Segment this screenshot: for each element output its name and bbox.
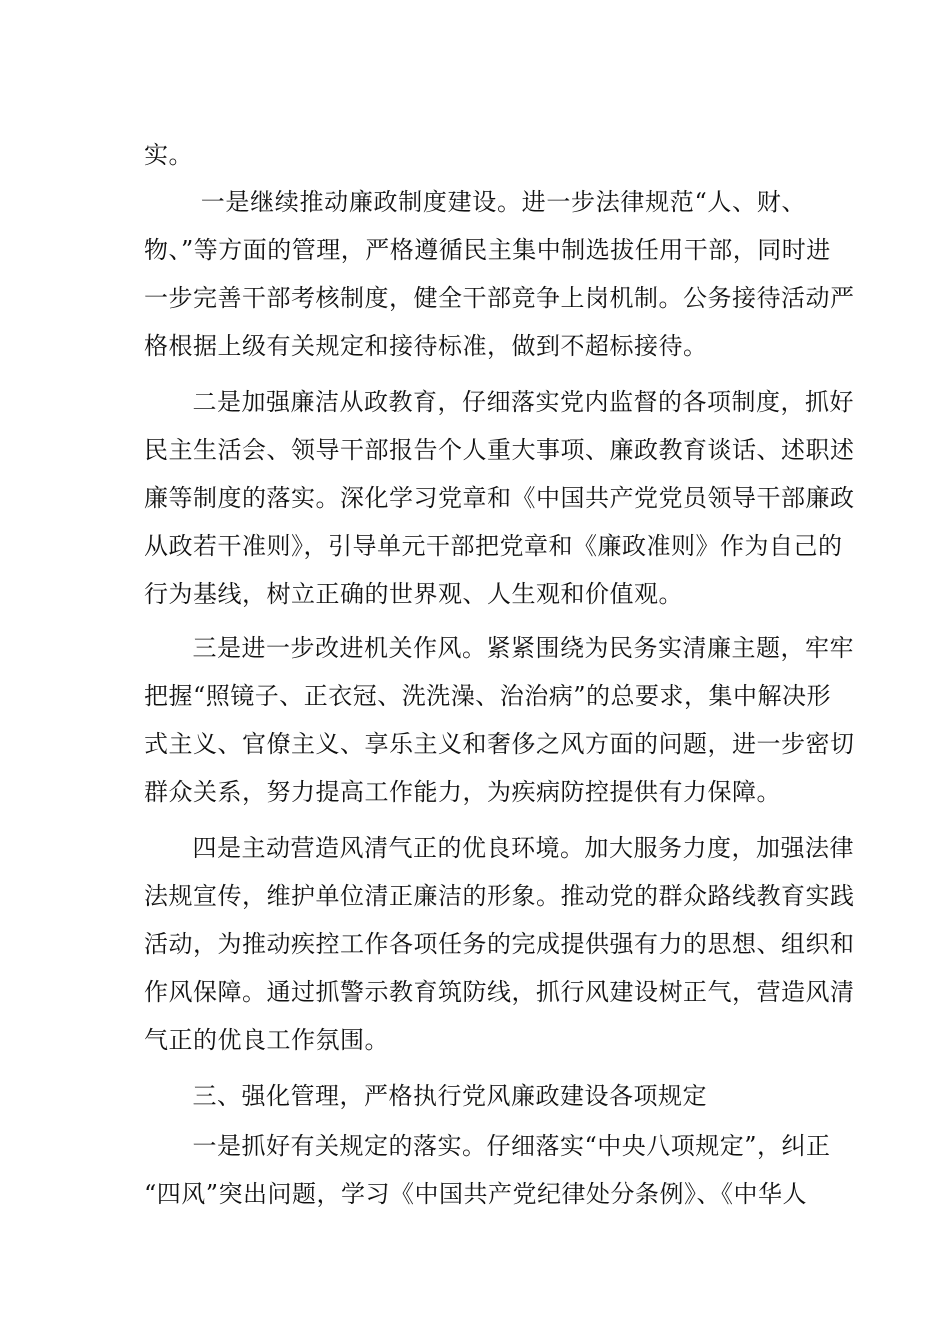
text-line: 三是进一步改进机关作风。紧紧围绕为民务实清廉主题，牢牢 [168, 634, 854, 662]
text-line: 一是抓好有关规定的落实。仔细落实“中央八项规定”，纠正 [168, 1132, 831, 1160]
text-line: “四风”突出问题，学习《中国共产党纪律处分条例》、《中华人 [144, 1180, 808, 1208]
text-line: 从政若干准则》，引导单元干部把党章和《廉政准则》作为自己的 [144, 532, 843, 560]
text-line: 四是主动营造风清气正的优良环境。加大服务力度，加强法律 [168, 834, 854, 862]
text-line: 一步完善干部考核制度，健全干部竞争上岗机制。公务接待活动严 [144, 284, 855, 312]
section-heading: 三、强化管理，严格执行党风廉政建设各项规定 [168, 1082, 707, 1110]
text-line: 行为基线，树立正确的世界观、人生观和价值观。 [144, 580, 683, 608]
text-line: 一是继续推动廉政制度建设。进一步法律规范“人、财、 [176, 188, 806, 216]
text-line: 物、”等方面的管理，严格遵循民主集中制选拔任用干部，同时进 [144, 236, 831, 264]
text-line: 活动，为推动疾控工作各项任务的完成提供强有力的思想、组织和 [144, 930, 855, 958]
text-line: 把握“照镜子、正衣冠、洗洗澡、治治病”的总要求，集中解决形 [144, 682, 832, 710]
text-line: 气正的优良工作氛围。 [144, 1026, 389, 1054]
text-line: 法规宣传，维护单位清正廉洁的形象。推动党的群众路线教育实践 [144, 882, 855, 910]
text-line: 群众关系，努力提高工作能力，为疾病防控提供有力保障。 [144, 778, 781, 806]
text-line: 作风保障。通过抓警示教育筑防线，抓行风建设树正气，营造风清 [144, 978, 855, 1006]
text-line: 实。 [144, 141, 193, 169]
text-line: 廉等制度的落实。深化学习党章和《中国共产党党员领导干部廉政 [144, 484, 855, 512]
text-line: 格根据上级有关规定和接待标准，做到不超标接待。 [144, 332, 708, 360]
text-line: 式主义、官僚主义、享乐主义和奢侈之风方面的问题，进一步密切 [144, 730, 855, 758]
text-line: 民主生活会、领导干部报告个人重大事项、廉政教育谈话、述职述 [144, 436, 855, 464]
text-line: 二是加强廉洁从政教育，仔细落实党内监督的各项制度，抓好 [168, 388, 854, 416]
